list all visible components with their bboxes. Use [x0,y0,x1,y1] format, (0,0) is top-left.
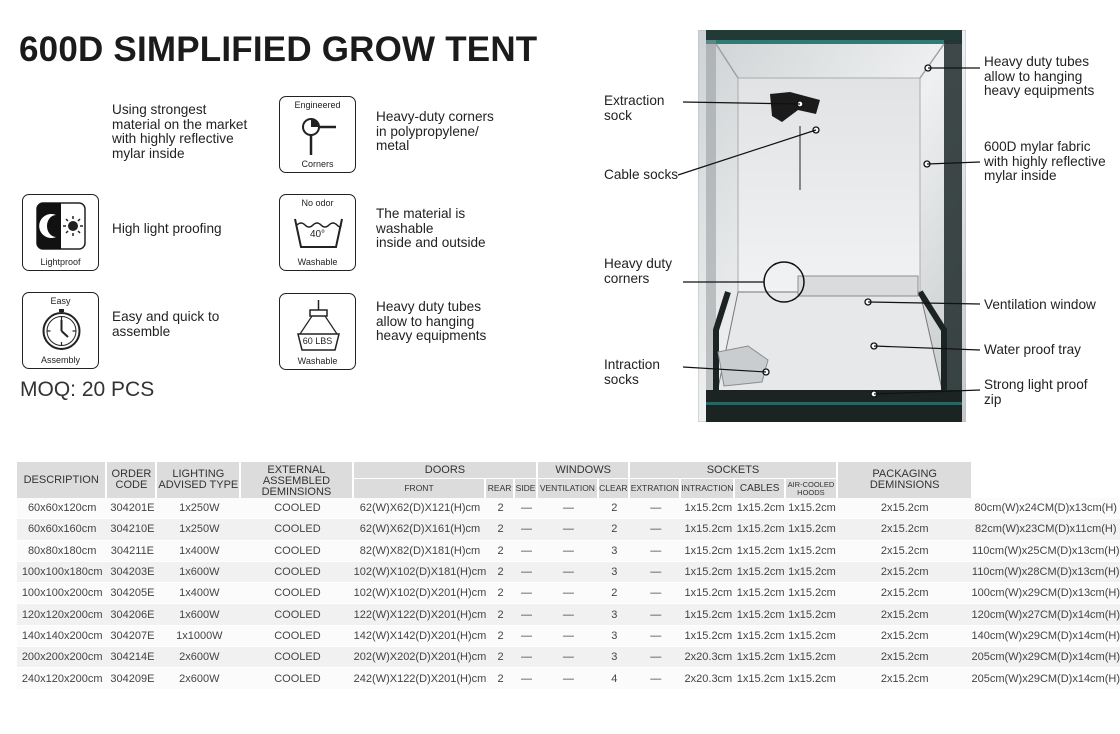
cell-socket-extraction: 1x15.2cm [681,562,735,583]
cell-order-code: 304201E [107,498,157,519]
cell-order-code: 304206E [107,604,157,625]
cell-window-clear: — [630,541,681,562]
cell-door-rear: — [515,519,538,540]
cell-socket-cables: 1x15.2cm [786,541,838,562]
cell-window-clear: — [630,519,681,540]
cell-socket-extraction: 1x15.2cm [681,626,735,647]
cell-socket-intraction: 1x15.2cm [735,583,786,604]
cell-window-ventilation: 4 [599,668,630,689]
cell-window-clear: — [630,498,681,519]
cell-socket-air-cooled-hoods: 2x15.2cm [838,541,972,562]
cell-lighting-advised: 1x250W [157,519,241,540]
cell-door-rear: — [515,604,538,625]
cell-door-front: 2 [486,498,515,519]
assembly-caption: Assembly [40,355,80,365]
cell-external-dimensions: 102(W)X102(D)X181(H)cm [354,562,487,583]
cell-packaging-dimensions: 110cm(W)x25CM(D)x13cm(H) [971,541,1120,562]
cell-window-clear: — [630,668,681,689]
cell-description: 60x60x160cm [17,519,107,540]
cell-order-code: 304205E [107,583,157,604]
cell-external-dimensions: 82(W)X82(D)X181(H)cm [354,541,487,562]
cell-lighting-advised: 1x250W [157,498,241,519]
cell-socket-intraction: 1x15.2cm [735,541,786,562]
cell-lighting-type: COOLED [241,541,353,562]
cell-door-side: — [538,562,598,583]
callout-ventilation-window: Ventilation window [984,297,1096,312]
cell-window-ventilation: 3 [599,541,630,562]
cell-socket-extraction: 1x15.2cm [681,541,735,562]
cell-lighting-advised: 1x1000W [157,626,241,647]
table-row [17,583,1120,604]
cell-socket-intraction: 1x15.2cm [735,604,786,625]
cell-window-clear: — [630,647,681,668]
cell-window-ventilation: 3 [599,562,630,583]
cell-external-dimensions: 142(W)X142(D)X201(H)cm [354,626,487,647]
cell-socket-intraction: 1x15.2cm [735,668,786,689]
cell-door-side: — [538,541,598,562]
cell-description: 200x200x200cm [17,647,107,668]
header-cables: CABLES [735,478,786,498]
cell-lighting-advised: 1x400W [157,541,241,562]
cell-socket-intraction: 1x15.2cm [735,626,786,647]
cell-socket-cables: 1x15.2cm [786,626,838,647]
header-ventilation: VENTILATION [538,478,598,498]
cell-door-rear: — [515,541,538,562]
callout-mylar-fabric: 600D mylar fabric with highly reflective mylar inside [984,139,1106,183]
callout-heavy-duty-tubes: Heavy duty tubes allow to hanging heavy equipments [984,54,1095,98]
cell-door-rear: — [515,583,538,604]
cell-packaging-dimensions: 205cm(W)x29CM(D)x14cm(H) [971,668,1120,689]
cell-external-dimensions: 62(W)X62(D)X121(H)cm [354,498,487,519]
spec-table-body [17,498,1120,690]
callout-light-proof-zip: Strong light proof zip [984,377,1088,407]
cell-door-front: 2 [486,583,515,604]
table-row [17,604,1120,625]
cell-order-code: 304203E [107,562,157,583]
header-windows: WINDOWS [538,462,630,478]
header-lighting: LIGHTING ADVISED TYPE [157,462,241,498]
cell-door-rear: — [515,562,538,583]
cell-lighting-type: COOLED [241,604,353,625]
cell-window-ventilation: 3 [599,626,630,647]
table-row [17,519,1120,540]
cell-door-front: 2 [486,562,515,583]
cell-door-rear: — [515,647,538,668]
cell-description: 100x100x200cm [17,583,107,604]
cell-socket-cables: 1x15.2cm [786,562,838,583]
callout-cable-socks: Cable socks [604,167,679,182]
cell-socket-air-cooled-hoods: 2x15.2cm [838,626,972,647]
tubes-caption: Washable [297,356,338,366]
cell-order-code: 304207E [107,626,157,647]
table-row [17,541,1120,562]
cell-window-ventilation: 2 [599,583,630,604]
cell-order-code: 304209E [107,668,157,689]
cell-window-ventilation: 2 [599,519,630,540]
header-description: DESCRIPTION [17,462,107,498]
feature-lightproof-text: High light proofing [112,221,222,236]
header-packaging: PACKAGING DEMINSIONS [838,462,972,498]
header-sockets: SOCKETS [630,462,838,478]
cell-door-front: 2 [486,604,515,625]
cell-external-dimensions: 242(W)X122(D)X201(H)cm [354,668,487,689]
cell-socket-intraction: 1x15.2cm [735,519,786,540]
cell-window-ventilation: 3 [599,604,630,625]
corners-caption: Corners [301,159,334,169]
moq-label: MOQ: 20 PCS [20,378,155,401]
cell-socket-air-cooled-hoods: 2x15.2cm [838,498,972,519]
cell-window-clear: — [630,583,681,604]
cell-lighting-type: COOLED [241,668,353,689]
cell-socket-extraction: 1x15.2cm [681,498,735,519]
cell-description: 240x120x200cm [17,668,107,689]
washable-caption-top: No odor [301,198,334,208]
cell-door-front: 2 [486,668,515,689]
cell-order-code: 304210E [107,519,157,540]
header-front: FRONT [354,478,487,498]
cell-door-side: — [538,647,598,668]
cell-external-dimensions: 202(W)X202(D)X201(H)cm [354,647,487,668]
cell-socket-intraction: 1x15.2cm [735,562,786,583]
cell-lighting-type: COOLED [241,562,353,583]
cell-door-front: 2 [486,541,515,562]
cell-order-code: 304211E [107,541,157,562]
header-doors: DOORS [354,462,539,478]
cell-door-front: 2 [486,647,515,668]
cell-window-ventilation: 2 [599,498,630,519]
cell-door-front: 2 [486,519,515,540]
cell-socket-air-cooled-hoods: 2x15.2cm [838,604,972,625]
cell-socket-air-cooled-hoods: 2x15.2cm [838,583,972,604]
cell-socket-extraction: 1x15.2cm [681,519,735,540]
cell-socket-cables: 1x15.2cm [786,668,838,689]
cell-socket-extraction: 1x15.2cm [681,604,735,625]
cell-socket-cables: 1x15.2cm [786,647,838,668]
cell-socket-air-cooled-hoods: 2x15.2cm [838,562,972,583]
header-air-cooled: AIR-COOLED HOODS [786,478,838,498]
cell-lighting-advised: 1x600W [157,562,241,583]
cell-window-clear: — [630,626,681,647]
lightproof-caption: Lightproof [40,257,81,267]
cell-external-dimensions: 62(W)X62(D)X161(H)cm [354,519,487,540]
cell-packaging-dimensions: 205cm(W)x29CM(D)x14cm(H) [971,647,1120,668]
cell-lighting-type: COOLED [241,519,353,540]
cell-lighting-type: COOLED [241,626,353,647]
weight-label: 60 LBS [302,336,333,346]
corners-caption-top: Engineered [294,100,341,110]
cell-door-rear: — [515,668,538,689]
feature-washable-text: The material is washable inside and outside [376,206,486,250]
cell-description: 80x80x180cm [17,541,107,562]
cell-external-dimensions: 122(W)X122(D)X201(H)cm [354,604,487,625]
cell-door-side: — [538,519,598,540]
cell-door-front: 2 [486,626,515,647]
cell-door-side: — [538,498,598,519]
cell-socket-extraction: 2x20.3cm [681,668,735,689]
cell-packaging-dimensions: 80cm(W)x24CM(D)x13cm(H) [971,498,1120,519]
cell-door-rear: — [515,498,538,519]
feature-assembly-text: Easy and quick to assemble [112,309,220,339]
table-row [17,498,1120,519]
cell-description: 140x140x200cm [17,626,107,647]
cell-door-side: — [538,626,598,647]
cell-description: 120x120x200cm [17,604,107,625]
feature-corners-text: Heavy-duty corners in polypropylene/ metal [376,109,494,153]
cell-door-side: — [538,604,598,625]
header-order-code: ORDER CODE [107,462,157,498]
header-intraction: INTRACTION [681,478,735,498]
cell-lighting-type: COOLED [241,647,353,668]
callout-intraction-socks: Intraction socks [604,357,660,387]
cell-window-clear: — [630,562,681,583]
cell-door-side: — [538,583,598,604]
cell-socket-cables: 1x15.2cm [786,519,838,540]
feature-tubes-text: Heavy duty tubes allow to hanging heavy equipments [376,299,487,343]
cell-packaging-dimensions: 110cm(W)x28CM(D)x13cm(H) [971,562,1120,583]
header-side: SIDE [515,478,538,498]
cell-window-ventilation: 3 [599,647,630,668]
table-row [17,668,1120,689]
table-row [17,562,1120,583]
cell-description: 100x100x180cm [17,562,107,583]
assembly-caption-top: Easy [50,296,71,306]
feature-material-text: Using strongest material on the market with highly reflective mylar inside [112,102,248,161]
header-external: EXTERNAL ASSEMBLED DEMINSIONS [241,462,353,498]
cell-lighting-type: COOLED [241,498,353,519]
header-clear: CLEAR [599,478,630,498]
callout-water-proof-tray: Water proof tray [984,342,1081,357]
page-title: 600D SIMPLIFIED GROW TENT [19,30,538,69]
wash-temperature: 40° [309,229,326,240]
header-rear: REAR [486,478,515,498]
cell-socket-intraction: 1x15.2cm [735,498,786,519]
cell-lighting-advised: 1x400W [157,583,241,604]
cell-socket-air-cooled-hoods: 2x15.2cm [838,647,972,668]
cell-socket-air-cooled-hoods: 2x15.2cm [838,668,972,689]
washable-caption: Washable [297,257,338,267]
cell-lighting-advised: 2x600W [157,668,241,689]
cell-packaging-dimensions: 140cm(W)x29CM(D)x14cm(H) [971,626,1120,647]
cell-window-clear: — [630,604,681,625]
cell-lighting-advised: 2x600W [157,647,241,668]
cell-packaging-dimensions: 100cm(W)x29CM(D)x13cm(H) [971,583,1120,604]
table-row [17,647,1120,668]
cell-lighting-type: COOLED [241,583,353,604]
cell-lighting-advised: 1x600W [157,604,241,625]
cell-packaging-dimensions: 120cm(W)x27CM(D)x14cm(H) [971,604,1120,625]
spec-table [17,462,1120,690]
cell-door-rear: — [515,626,538,647]
cell-socket-cables: 1x15.2cm [786,498,838,519]
cell-description: 60x60x120cm [17,498,107,519]
table-row [17,626,1120,647]
callout-heavy-duty-corners: Heavy duty corners [604,256,673,286]
callout-extraction-sock: Extraction sock [604,93,665,123]
header-extration: EXTRATION [630,478,681,498]
cell-door-side: — [538,668,598,689]
cell-packaging-dimensions: 82cm(W)x23CM(D)x11cm(H) [971,519,1120,540]
cell-external-dimensions: 102(W)X102(D)X201(H)cm [354,583,487,604]
cell-socket-air-cooled-hoods: 2x15.2cm [838,519,972,540]
cell-order-code: 304214E [107,647,157,668]
cell-socket-intraction: 1x15.2cm [735,647,786,668]
cell-socket-extraction: 2x20.3cm [681,647,735,668]
cell-socket-extraction: 1x15.2cm [681,583,735,604]
cell-socket-cables: 1x15.2cm [786,583,838,604]
cell-socket-cables: 1x15.2cm [786,604,838,625]
